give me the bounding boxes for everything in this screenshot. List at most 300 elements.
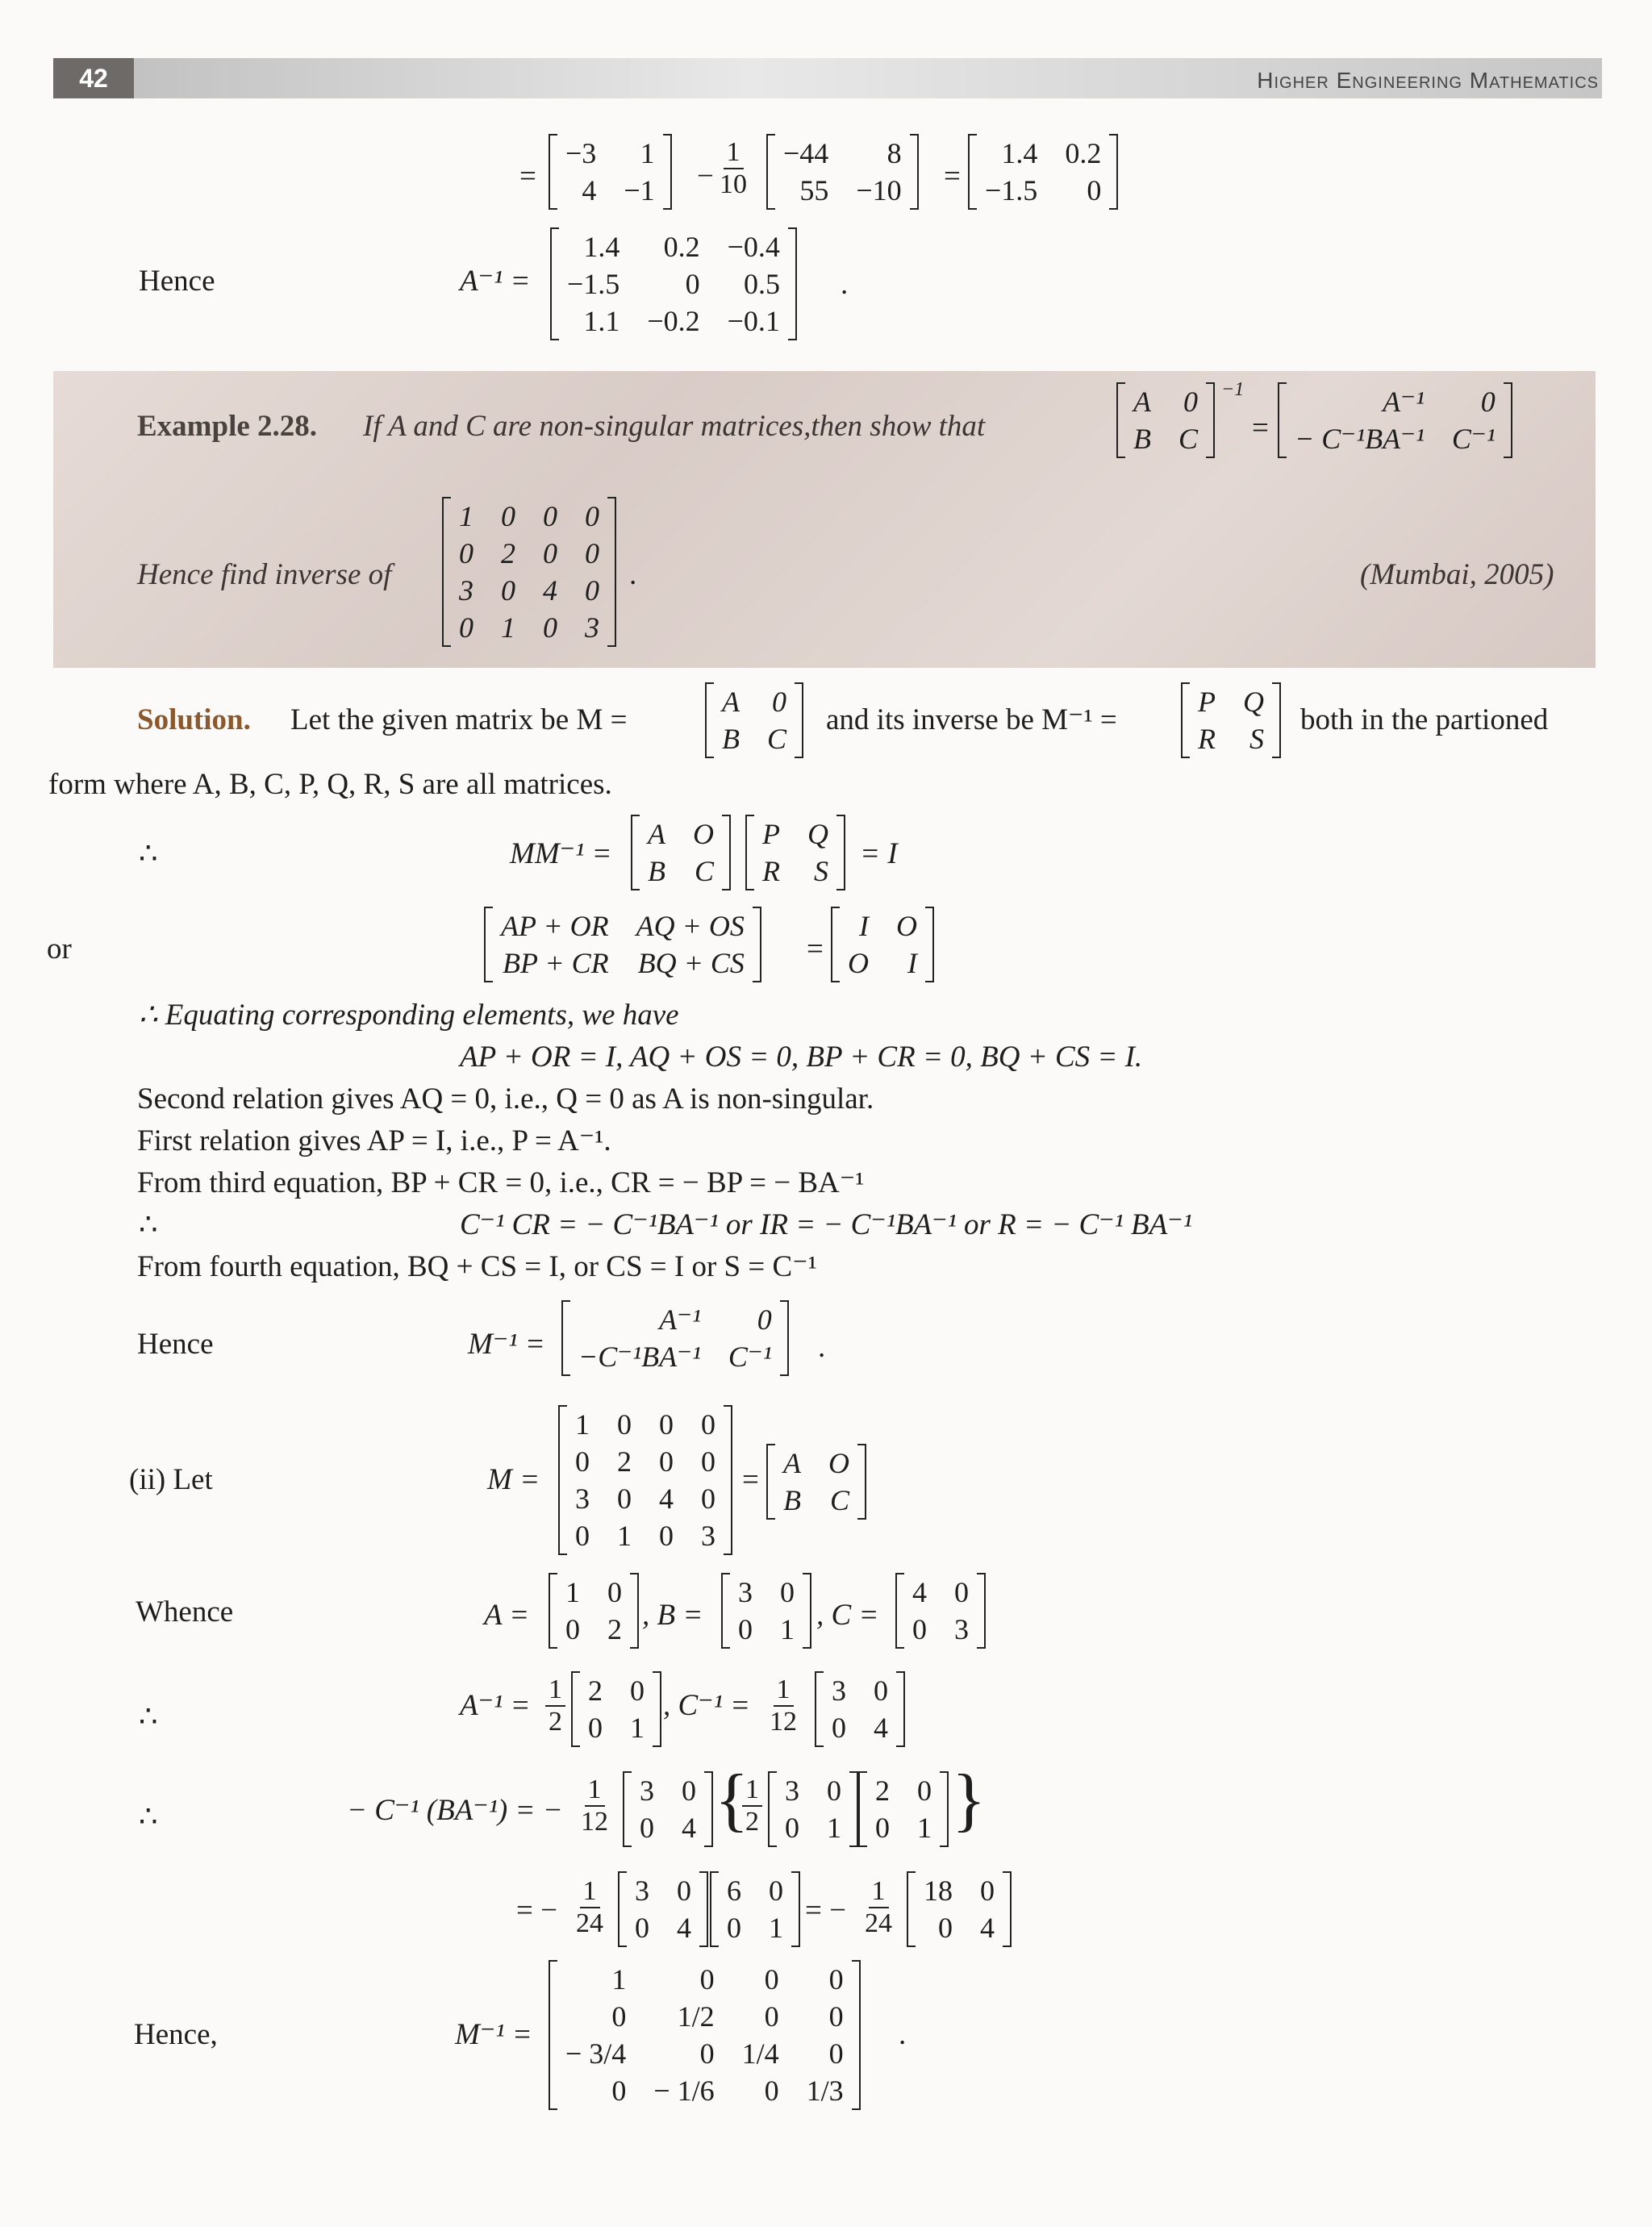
- matrix-cells: [824, 1671, 896, 1747]
- right-bracket: [663, 134, 672, 210]
- matrix-step-2: [710, 1871, 800, 1947]
- matrix-entry: 1/4: [741, 2037, 779, 2070]
- matrix-m1: [549, 134, 672, 210]
- right-bracket: [1504, 382, 1512, 458]
- final-inverse-matrix: [549, 1960, 861, 2110]
- matrix-entry: 0: [828, 2037, 844, 2070]
- matrix-entry: 0: [630, 1674, 645, 1707]
- matrix-cells: [493, 907, 753, 982]
- left-bracket: [631, 815, 640, 890]
- left-bracket: [550, 227, 559, 340]
- matrix-entry: 0: [785, 1812, 799, 1844]
- left-bracket: [623, 1771, 632, 1847]
- left-bracket: [705, 682, 714, 758]
- matrix-cells: [559, 227, 788, 340]
- matrix-b-factor: [768, 1771, 858, 1847]
- matrix-entry: 0: [617, 1408, 632, 1441]
- matrix-entry: 3: [459, 574, 473, 607]
- matrix-entry: O: [693, 818, 714, 850]
- matrix-entry: B: [1133, 423, 1151, 455]
- fraction-1-2: $\frac{1}{2}$: [545, 1674, 565, 1737]
- matrix-entry: 1.1: [583, 305, 620, 337]
- matrix-entry: 1: [617, 1520, 632, 1552]
- right-bracket: [896, 1671, 905, 1747]
- period: .: [818, 1331, 826, 1364]
- a-inverse-lhs: A⁻¹ =: [460, 265, 531, 298]
- right-bracket: [780, 1300, 789, 1376]
- matrix-entry: 0: [772, 686, 787, 718]
- matrix-cells: [775, 1444, 857, 1520]
- right-bracket: [1109, 134, 1118, 210]
- matrix-cells: [840, 907, 925, 982]
- matrix-entry: 0: [459, 537, 473, 569]
- matrix-entry: O: [848, 947, 869, 979]
- matrix-entry: C⁻¹: [728, 1341, 772, 1373]
- matrix-entry: 0: [607, 1576, 622, 1608]
- matrix-entry: AQ + OS: [636, 910, 745, 942]
- fourth-relation: From fourth equation, BQ + CS = I, or CS = I or S = C⁻¹: [137, 1250, 817, 1283]
- matrix-cells: [904, 1573, 977, 1649]
- matrix-entry: 3: [635, 1875, 649, 1907]
- matrix-entry: O: [896, 910, 917, 942]
- matrix-c: [895, 1573, 986, 1649]
- matrix-entry: 0: [827, 1775, 841, 1807]
- left-bracket: [710, 1871, 719, 1947]
- matrix-entry: 0: [543, 537, 557, 569]
- solution-inverse-partition: [1181, 682, 1281, 758]
- matrix-entry: 0: [588, 1712, 603, 1744]
- matrix-entry: A⁻¹: [1383, 386, 1425, 418]
- matrix-entry: 0: [585, 574, 599, 607]
- right-bracket: [925, 907, 934, 982]
- matrix-entry: 1/3: [806, 2075, 844, 2107]
- therefore-symbol: ∴: [139, 1700, 158, 1733]
- matrix-cells: [1190, 682, 1272, 758]
- matrix-entry: 2: [617, 1445, 632, 1478]
- third-result: C⁻¹ CR = − C⁻¹BA⁻¹ or IR = − C⁻¹BA⁻¹ or R = − C⁻¹ BA⁻¹: [460, 1208, 1192, 1241]
- first-relation: First relation gives AP = I, i.e., P = A⁻¹.: [137, 1124, 611, 1157]
- matrix-entry: 3: [832, 1674, 846, 1707]
- equating-text: ∴ Equating corresponding elements, we have: [139, 999, 679, 1032]
- matrix-entry: 0: [764, 2000, 779, 2033]
- or-label: or: [47, 932, 72, 965]
- fraction-1-2: $\frac{1}{2}$: [742, 1775, 762, 1837]
- matrix-entry: 1: [827, 1812, 841, 1844]
- left-bracket: [721, 1573, 730, 1649]
- solution-label: Solution.: [137, 703, 251, 736]
- period: .: [629, 558, 637, 591]
- m-4x4-matrix: [558, 1405, 732, 1555]
- matrix-entry: 0: [701, 1445, 715, 1478]
- therefore-symbol: ∴: [139, 837, 158, 870]
- matrix-entry: 4: [582, 174, 597, 206]
- matrix-entry: 0: [611, 2075, 627, 2107]
- solution-line-2: form where A, B, C, P, Q, R, S are all matrices.: [48, 768, 612, 801]
- matrix-entry: R: [1198, 723, 1216, 755]
- third-relation: From third equation, BP + CR = 0, i.e., CR = − BP = − BA⁻¹: [137, 1166, 865, 1199]
- matrix-cells: [977, 134, 1109, 210]
- matrix-a-inv-factor: [858, 1771, 949, 1847]
- right-bracket: [803, 1573, 811, 1649]
- matrix-entry: 4: [912, 1576, 927, 1608]
- matrix-entry: A⁻¹: [659, 1303, 701, 1336]
- left-bracket: [571, 1671, 580, 1747]
- right-bracket: [977, 1573, 986, 1649]
- matrix-entry: 0: [575, 1445, 590, 1478]
- matrix-entry: 0.2: [1065, 137, 1102, 169]
- matrix-cells: [754, 815, 836, 890]
- example-rhs-matrix: [1278, 382, 1512, 458]
- m-equals: =: [742, 1463, 759, 1496]
- matrix-entry: 1: [630, 1712, 645, 1744]
- example-lhs-power: −1: [1221, 379, 1245, 400]
- matrix-entry: 0: [875, 1812, 890, 1844]
- fraction-1-12: $\frac{1}{12}$: [581, 1775, 608, 1837]
- whence-label: Whence: [136, 1595, 234, 1629]
- left-bracket: [549, 1960, 557, 2110]
- c-lhs: , C =: [816, 1599, 879, 1632]
- matrix-entry: 3: [785, 1775, 799, 1807]
- left-bracket: [768, 1771, 777, 1847]
- neg-c-inverse-lhs: − C⁻¹ (BA⁻¹) = −: [347, 1794, 563, 1827]
- left-bracket: [766, 134, 775, 210]
- matrix-entry: I: [907, 947, 917, 979]
- matrix-entry: 4: [874, 1712, 888, 1744]
- matrix-cells: [627, 1871, 699, 1947]
- matrix-entry: 0: [938, 1912, 953, 1944]
- matrix-entry: 6: [727, 1875, 741, 1907]
- matrix-entry: 0: [585, 537, 599, 569]
- matrix-entry: −44: [783, 137, 829, 169]
- b-lhs: , B =: [642, 1599, 703, 1632]
- right-bracket: [788, 227, 797, 340]
- left-bracket: [618, 1871, 627, 1947]
- matrix-entry: B: [783, 1484, 801, 1516]
- matrix-entry: 0: [727, 1912, 741, 1944]
- right-bracket: [791, 1871, 800, 1947]
- matrix-c-inv-factor: [623, 1771, 713, 1847]
- matrix-a-inverse-part: [571, 1671, 661, 1747]
- mm-rhs: = I: [860, 837, 898, 870]
- matrix-entry: 4: [677, 1912, 691, 1944]
- left-bracket: [815, 1671, 824, 1747]
- matrix-cells: [632, 1771, 704, 1847]
- open-brace: {: [715, 1761, 749, 1839]
- matrix-entry: 0.2: [663, 231, 700, 263]
- matrix-entry: −10: [856, 174, 902, 206]
- left-bracket: [484, 907, 493, 982]
- m-inverse-block-matrix: [561, 1300, 789, 1376]
- matrix-entry: 0: [501, 500, 515, 532]
- matrix-entry: 0: [575, 1520, 590, 1552]
- matrix-step-1: [618, 1871, 708, 1947]
- period: .: [841, 268, 849, 301]
- matrix-cells: [1125, 382, 1206, 458]
- matrix-entry: A: [783, 1447, 801, 1479]
- matrix-entry: 0: [1480, 386, 1496, 418]
- matrix-entry: −1: [624, 174, 655, 206]
- right-bracket: [653, 1671, 661, 1747]
- right-bracket: [852, 1960, 861, 2110]
- eq-sign: =: [519, 160, 536, 193]
- right-bracket: [724, 1405, 732, 1555]
- example-label: Example 2.28.: [137, 410, 318, 443]
- right-bracket: [849, 1771, 858, 1847]
- matrix-cells: [730, 1573, 803, 1649]
- matrix-entry: O: [828, 1447, 849, 1479]
- matrix-entry: 1: [640, 137, 655, 169]
- matrix-entry: 1: [611, 1963, 627, 1996]
- matrix-b: [721, 1573, 811, 1649]
- matrix-a: [549, 1573, 639, 1649]
- left-bracket: [895, 1573, 904, 1649]
- m-lhs: M =: [487, 1463, 540, 1496]
- right-bracket: [857, 1444, 866, 1520]
- matrix-entry: Q: [807, 818, 828, 850]
- matrix-entry: Q: [1243, 686, 1264, 718]
- matrix-entry: 2: [875, 1775, 890, 1807]
- matrix-cells: [567, 1405, 724, 1555]
- solution-m-partition: [705, 682, 803, 758]
- matrix-entry: B: [722, 723, 740, 755]
- matrix-entry: − 1/6: [653, 2075, 715, 2107]
- matrix-entry: 0: [677, 1875, 691, 1907]
- matrix-entry: 18: [924, 1875, 953, 1907]
- matrix-entry: 3: [954, 1613, 969, 1645]
- matrix-entry: 3: [701, 1520, 715, 1552]
- left-bracket: [1181, 682, 1190, 758]
- solution-line-1b: and its inverse be M⁻¹ =: [826, 703, 1117, 736]
- matrix-entry: 0: [780, 1576, 795, 1608]
- matrix-entry: 0: [611, 2000, 627, 2033]
- matrix-entry: 0.5: [743, 268, 780, 300]
- right-bracket: [630, 1573, 639, 1649]
- example-find-matrix: [442, 497, 616, 647]
- matrix-entry: 0: [1087, 174, 1102, 206]
- solution-line-1c: both in the partioned: [1300, 703, 1549, 736]
- equals-minus: = −: [516, 1894, 557, 1927]
- left-bracket: [766, 1444, 775, 1520]
- minus-sign: −: [697, 160, 714, 193]
- matrix-entry: 1: [917, 1812, 932, 1844]
- matrix-cells: [557, 1960, 852, 2110]
- matrix-entry: P: [762, 818, 780, 850]
- matrix-cells: [557, 134, 663, 210]
- matrix-entry: 1.4: [1001, 137, 1038, 169]
- matrix-entry: 0: [635, 1912, 649, 1944]
- matrix-entry: 2: [501, 537, 515, 569]
- matrix-entry: 55: [799, 174, 829, 206]
- matrix-entry: 0: [757, 1303, 772, 1336]
- matrix-entry: 0: [543, 500, 557, 532]
- matrix-cells: [916, 1871, 1003, 1947]
- mm-matrix-1: [631, 815, 731, 890]
- matrix-entry: 0: [617, 1483, 632, 1515]
- matrix-entry: 1: [501, 611, 515, 644]
- matrix-entry: 0: [701, 1408, 715, 1441]
- matrix-entry: I: [859, 910, 869, 942]
- matrix-cells: [451, 497, 607, 647]
- fraction-1-24: $\frac{1}{24}$: [865, 1876, 892, 1938]
- matrix-entry: 4: [543, 574, 557, 607]
- matrix-entry: 4: [980, 1912, 995, 1944]
- matrix-entry: 0: [682, 1775, 696, 1807]
- matrix-entry: −0.2: [647, 305, 700, 337]
- final-lhs: M⁻¹ =: [455, 2018, 532, 2051]
- matrix-entry: 0: [764, 1963, 779, 1996]
- matrix-entry: 1: [780, 1613, 795, 1645]
- matrix-entry: C: [694, 855, 714, 887]
- matrix-entry: −1.5: [985, 174, 1038, 206]
- matrix-entry: A: [1133, 386, 1151, 418]
- page-number: 42: [53, 58, 134, 98]
- period: .: [899, 2018, 907, 2051]
- hence-label: Hence: [137, 1328, 214, 1361]
- matrix-entry: 0: [764, 2075, 779, 2107]
- fraction-1-12: $\frac{1}{12}$: [770, 1674, 797, 1737]
- matrix-entry: 0: [543, 611, 557, 644]
- left-bracket: [549, 134, 557, 210]
- matrix-cells: [640, 815, 722, 890]
- right-bracket: [704, 1771, 713, 1847]
- matrix-entry: 0: [459, 611, 473, 644]
- right-bracket: [940, 1771, 949, 1847]
- matrix-entry: 1: [459, 500, 473, 532]
- left-bracket: [1116, 382, 1125, 458]
- matrix-entry: 0: [565, 1613, 580, 1645]
- matrix-entry: 4: [682, 1812, 696, 1844]
- matrix-entry: R: [762, 855, 780, 887]
- m-inverse-lhs: M⁻¹ =: [468, 1328, 545, 1361]
- right-bracket: [1206, 382, 1215, 458]
- matrix-m3: [968, 134, 1118, 210]
- matrix-entry: 0: [769, 1875, 783, 1907]
- example-equals: =: [1252, 411, 1269, 444]
- matrix-cells: [719, 1871, 791, 1947]
- therefore-symbol: ∴: [139, 1208, 158, 1241]
- matrix-cells: [775, 134, 910, 210]
- matrix-entry: A: [648, 818, 665, 850]
- right-bracket: [1003, 1871, 1012, 1947]
- left-bracket: [1278, 382, 1287, 458]
- matrix-m2: [766, 134, 919, 210]
- matrix-entry: 8: [886, 137, 902, 169]
- product-matrix: [484, 907, 761, 982]
- matrix-cells: [1287, 382, 1504, 458]
- mm-matrix-2: [745, 815, 845, 890]
- matrix-cells: [867, 1771, 940, 1847]
- right-bracket: [795, 682, 803, 758]
- matrix-entry: −0.4: [727, 231, 780, 263]
- matrix-entry: BQ + CS: [637, 947, 745, 979]
- matrix-entry: 0: [501, 574, 515, 607]
- matrix-entry: −3: [565, 137, 597, 169]
- example-source: (Mumbai, 2005): [1360, 558, 1554, 591]
- right-bracket: [910, 134, 919, 210]
- second-relation: Second relation gives AQ = 0, i.e., Q = 0 as A is non-singular.: [137, 1082, 874, 1116]
- matrix-entry: C: [1179, 423, 1199, 455]
- matrix-entry: 1/2: [677, 2000, 715, 2033]
- solution-line-1a: Let the given matrix be M =: [290, 703, 628, 736]
- running-title: Higher Engineering Mathematics: [1257, 68, 1599, 93]
- matrix-step-3: [907, 1871, 1012, 1947]
- example-find-text: Hence find inverse of: [137, 558, 392, 591]
- matrix-cells: [714, 682, 795, 758]
- matrix-entry: 3: [640, 1775, 654, 1807]
- part-ii-label: (ii) Let: [129, 1463, 213, 1496]
- matrix-entry: 1: [575, 1408, 590, 1441]
- left-bracket: [858, 1771, 867, 1847]
- matrix-entry: 0: [828, 2000, 844, 2033]
- left-bracket: [745, 815, 754, 890]
- matrix-entry: 0: [912, 1613, 927, 1645]
- matrix-cells: [777, 1771, 849, 1847]
- matrix-entry: −0.1: [727, 305, 780, 337]
- matrix-entry: C: [767, 723, 787, 755]
- close-brace: }: [952, 1761, 987, 1839]
- m-block-matrix: [766, 1444, 866, 1520]
- right-bracket: [607, 497, 616, 647]
- example-statement: If A and C are non-singular matrices,then show that: [363, 410, 986, 443]
- matrix-entry: C: [829, 1484, 849, 1516]
- relations-text: AP + OR = I, AQ + OS = 0, BP + CR = 0, BQ + CS = I.: [460, 1041, 1143, 1074]
- right-bracket: [836, 815, 845, 890]
- matrix-entry: 3: [575, 1483, 590, 1515]
- left-bracket: [442, 497, 451, 647]
- fraction-1-24: $\frac{1}{24}$: [576, 1876, 603, 1938]
- matrix-entry: − C⁻¹BA⁻¹: [1295, 423, 1425, 455]
- hence-label: Hence,: [134, 2018, 218, 2051]
- example-lhs-matrix: [1116, 382, 1215, 458]
- equals-minus-2: = −: [805, 1894, 846, 1927]
- matrix-entry: 2: [588, 1674, 603, 1707]
- matrix-entry: 1: [769, 1912, 783, 1944]
- matrix-entry: 2: [607, 1613, 622, 1645]
- left-bracket: [968, 134, 977, 210]
- matrix-entry: A: [722, 686, 740, 718]
- matrix-entry: 0: [874, 1674, 888, 1707]
- left-bracket: [549, 1573, 557, 1649]
- left-bracket: [558, 1405, 567, 1555]
- matrix-entry: 4: [659, 1483, 674, 1515]
- matrix-entry: 3: [738, 1576, 753, 1608]
- matrix-entry: 3: [585, 611, 599, 644]
- matrix-cells: [580, 1671, 653, 1747]
- matrix-entry: C⁻¹: [1451, 423, 1496, 455]
- a-inverse-lhs: A⁻¹ =: [460, 1689, 531, 1722]
- matrix-entry: BP + CR: [503, 947, 609, 979]
- matrix-entry: 0: [659, 1445, 674, 1478]
- matrix-entry: 0: [832, 1712, 846, 1744]
- mm-inverse-lhs: MM⁻¹ =: [510, 837, 612, 870]
- fraction-1-10: $\frac{1}{10}$: [720, 137, 747, 199]
- matrix-entry: 0: [954, 1576, 969, 1608]
- hence-label: Hence: [139, 265, 215, 298]
- left-bracket: [907, 1871, 916, 1947]
- left-bracket: [831, 907, 840, 982]
- matrix-cells: [570, 1300, 780, 1376]
- matrix-entry: B: [648, 855, 665, 887]
- matrix-entry: 0: [917, 1775, 932, 1807]
- left-bracket: [561, 1300, 570, 1376]
- right-bracket: [753, 907, 761, 982]
- matrix-entry: 0: [659, 1408, 674, 1441]
- matrix-cells: [557, 1573, 630, 1649]
- right-bracket: [722, 815, 731, 890]
- matrix-entry: 0: [640, 1812, 654, 1844]
- matrix-entry: 0: [828, 1963, 844, 1996]
- matrix-entry: 0: [585, 500, 599, 532]
